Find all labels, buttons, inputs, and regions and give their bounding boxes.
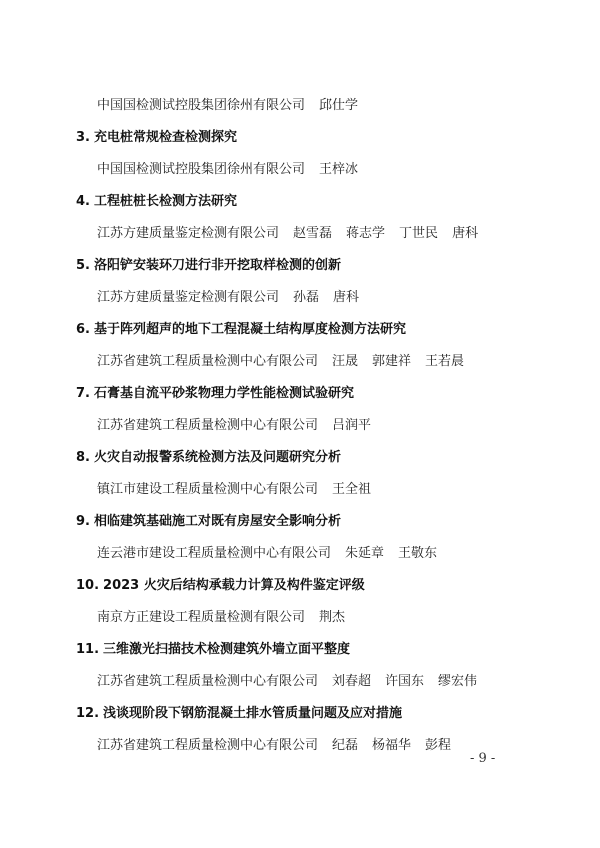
author-name: 汪晟 bbox=[332, 354, 359, 369]
entry-number: 4. bbox=[76, 194, 90, 209]
author-name: 王梓冰 bbox=[319, 162, 359, 177]
author-organization: 连云港市建设工程质量检测中心有限公司 bbox=[97, 546, 332, 561]
entry-title-text: 2023 火灾后结构承载力计算及构件鉴定评级 bbox=[103, 578, 365, 593]
entry-authors bbox=[97, 481, 371, 499]
entry-title bbox=[76, 129, 237, 147]
entry-number: 7. bbox=[76, 386, 90, 401]
entry-title bbox=[76, 193, 237, 211]
entry-title bbox=[76, 257, 341, 275]
entry-title-text: 石膏基自流平砂浆物理力学性能检测试验研究 bbox=[93, 386, 354, 401]
author-name: 王敬东 bbox=[398, 546, 438, 561]
author-organization: 南京方正建设工程质量检测有限公司 bbox=[97, 610, 306, 625]
entry-title bbox=[76, 641, 350, 659]
entry-title bbox=[76, 385, 354, 403]
author-name: 孙磊 bbox=[293, 290, 320, 305]
entry-authors bbox=[97, 545, 437, 563]
entry-authors bbox=[97, 161, 358, 179]
entry-authors bbox=[97, 609, 345, 627]
author-name: 郭建祥 bbox=[372, 354, 412, 369]
entry-authors bbox=[97, 289, 359, 307]
entry-number: 6. bbox=[76, 322, 90, 337]
entry-number: 5. bbox=[76, 258, 90, 273]
entry-title-text: 火灾自动报警系统检测方法及问题研究分析 bbox=[93, 450, 341, 465]
author-name: 王若晨 bbox=[425, 354, 465, 369]
author-name: 彭程 bbox=[425, 738, 452, 753]
author-organization: 江苏方建质量鉴定检测有限公司 bbox=[97, 290, 280, 305]
author-name: 吕润平 bbox=[332, 418, 372, 433]
author-name: 丁世民 bbox=[399, 226, 439, 241]
entry-authors bbox=[97, 353, 464, 371]
entry-title-text: 浅谈现阶段下钢筋混凝土排水管质量问题及应对措施 bbox=[103, 706, 403, 721]
entry-number: 3. bbox=[76, 130, 90, 145]
entry-title-text: 洛阳铲安装环刀进行非开挖取样检测的创新 bbox=[93, 258, 341, 273]
entry-authors bbox=[97, 97, 358, 115]
entry-title-text: 三维激光扫描技术检测建筑外墙立面平整度 bbox=[103, 642, 351, 657]
entry-title bbox=[76, 449, 341, 467]
entry-number: 11. bbox=[76, 642, 100, 657]
author-name: 朱延章 bbox=[345, 546, 385, 561]
author-organization: 江苏方建质量鉴定检测有限公司 bbox=[97, 226, 280, 241]
author-organization: 江苏省建筑工程质量检测中心有限公司 bbox=[97, 418, 319, 433]
entry-title bbox=[76, 513, 341, 531]
entry-authors bbox=[97, 417, 371, 435]
page-number: - 9 - bbox=[470, 751, 496, 766]
author-name: 唐科 bbox=[452, 226, 479, 241]
author-name: 纪磊 bbox=[332, 738, 359, 753]
entry-title-text: 充电桩常规检查检测探究 bbox=[93, 130, 237, 145]
author-organization: 江苏省建筑工程质量检测中心有限公司 bbox=[97, 674, 319, 689]
entry-title-text: 相临建筑基础施工对既有房屋安全影响分析 bbox=[93, 514, 341, 529]
author-name: 许国东 bbox=[385, 674, 425, 689]
entry-title bbox=[76, 577, 365, 595]
entry-title-text: 基于阵列超声的地下工程混凝土结构厚度检测方法研究 bbox=[93, 322, 406, 337]
author-name: 王全祖 bbox=[332, 482, 372, 497]
author-organization: 中国国检测试控股集团徐州有限公司 bbox=[97, 162, 306, 177]
entry-authors bbox=[97, 225, 478, 243]
author-organization: 江苏省建筑工程质量检测中心有限公司 bbox=[97, 738, 319, 753]
entry-authors bbox=[97, 737, 451, 755]
entry-number: 8. bbox=[76, 450, 90, 465]
author-name: 邱仕学 bbox=[319, 98, 359, 113]
author-organization: 江苏省建筑工程质量检测中心有限公司 bbox=[97, 354, 319, 369]
author-organization: 镇江市建设工程质量检测中心有限公司 bbox=[97, 482, 319, 497]
author-name: 唐科 bbox=[333, 290, 360, 305]
author-name: 荆杰 bbox=[319, 610, 346, 625]
entry-title bbox=[76, 321, 406, 339]
author-name: 杨福华 bbox=[372, 738, 412, 753]
entry-number: 12. bbox=[76, 706, 100, 721]
author-name: 赵雪磊 bbox=[293, 226, 333, 241]
entry-authors bbox=[97, 673, 477, 691]
author-name: 刘春超 bbox=[332, 674, 372, 689]
entry-number: 10. bbox=[76, 578, 100, 593]
author-organization: 中国国检测试控股集团徐州有限公司 bbox=[97, 98, 306, 113]
entry-number: 9. bbox=[76, 514, 90, 529]
author-name: 蒋志学 bbox=[346, 226, 386, 241]
entry-title-text: 工程桩桩长检测方法研究 bbox=[93, 194, 237, 209]
author-name: 缪宏伟 bbox=[438, 674, 478, 689]
entry-title bbox=[76, 705, 402, 723]
